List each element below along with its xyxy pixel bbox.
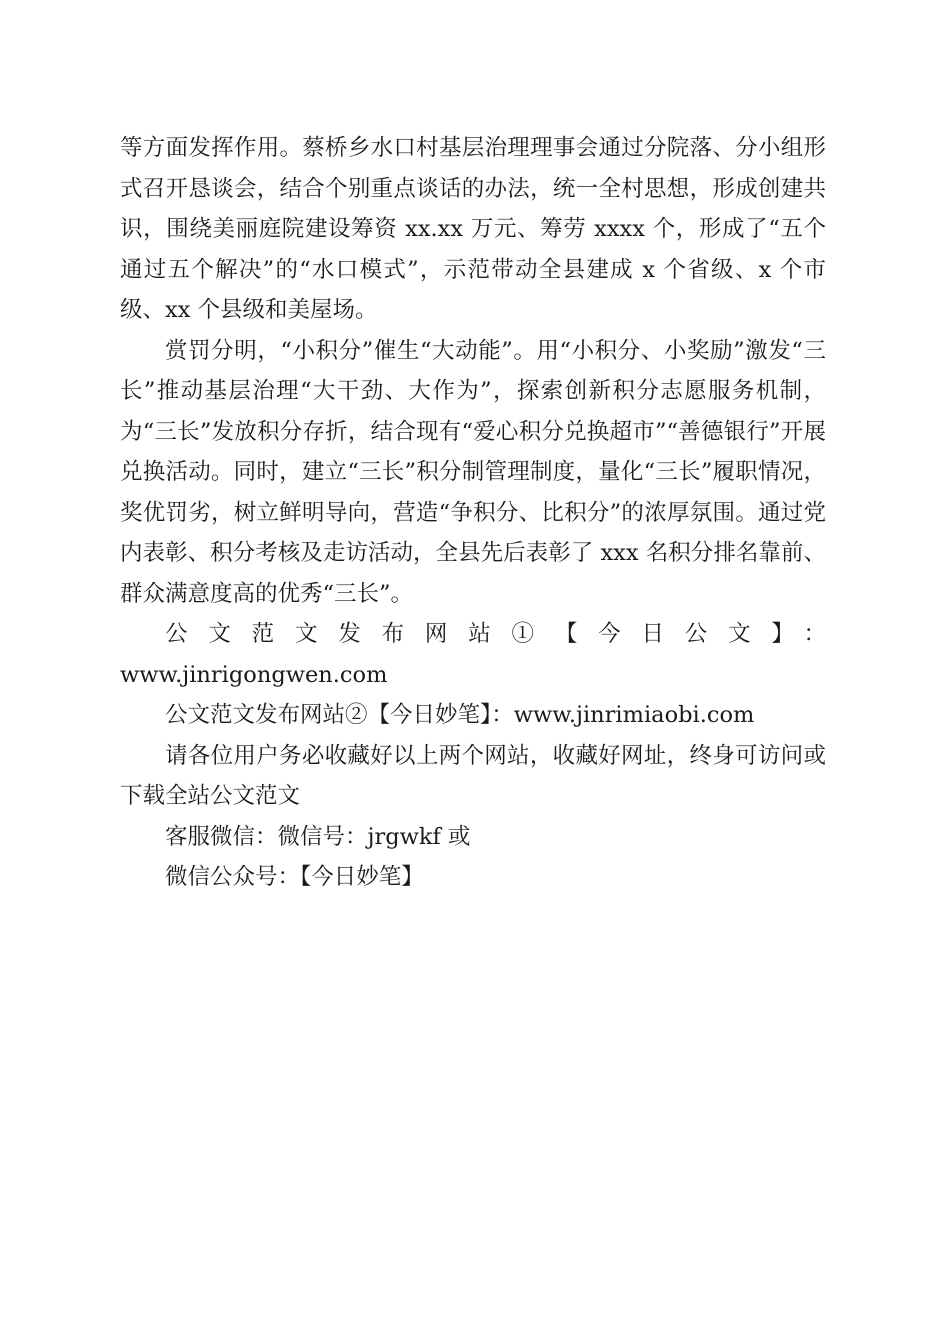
site2-line[interactable]: 公文范文发布网站②【今日妙笔】：www.jinrimiaobi.com: [165, 702, 755, 728]
paragraph-1: 等方面发挥作用。蔡桥乡水口村基层治理理事会通过分院落、分小组形式召开恳谈会，结合个别重点谈话的办法，统一全村思想，形成创建共识，围绕美丽庭院建设筹资 xx.xx 万元、筹劳 xxxx 个，形成了“五个通过五个解决”的“水口模式”，示范带动全县建成 x 个省级、x 个市级、xx 个县级和美屋场。: [120, 135, 826, 323]
site1-url[interactable]: www.jinrigongwen.com: [120, 661, 388, 688]
bookmark-notice: 请各位用户务必收藏好以上两个网站，收藏好网址，终身可访问或下载全站公文范文: [120, 742, 826, 809]
document-body: [120, 128, 826, 898]
site1-label: 公文范文发布网站①【今日公文】：: [165, 621, 826, 647]
service-wechat: 客服微信：微信号：jrgwkf 或: [165, 823, 471, 850]
official-account: 微信公众号：【今日妙笔】: [165, 864, 424, 890]
paragraph-2: 赏罚分明，“小积分”催生“大动能”。用“小积分、小奖励”激发“三长”推动基层治理“大干劲、大作为”，探索创新积分志愿服务机制，为“三长”发放积分存折，结合现有“爱心积分兑换超市”“善德银行”开展兑换活动。同时，建立“三长”积分制管理制度，量化“三长”履职情况，奖优罚劣，树立鲜明导向，营造“争积分、比积分”的浓厚氛围。通过党内表彰、积分考核及走访活动，全县先后表彰了 xxx 名积分排名靠前、群众满意度高的优秀“三长”。: [120, 337, 826, 607]
